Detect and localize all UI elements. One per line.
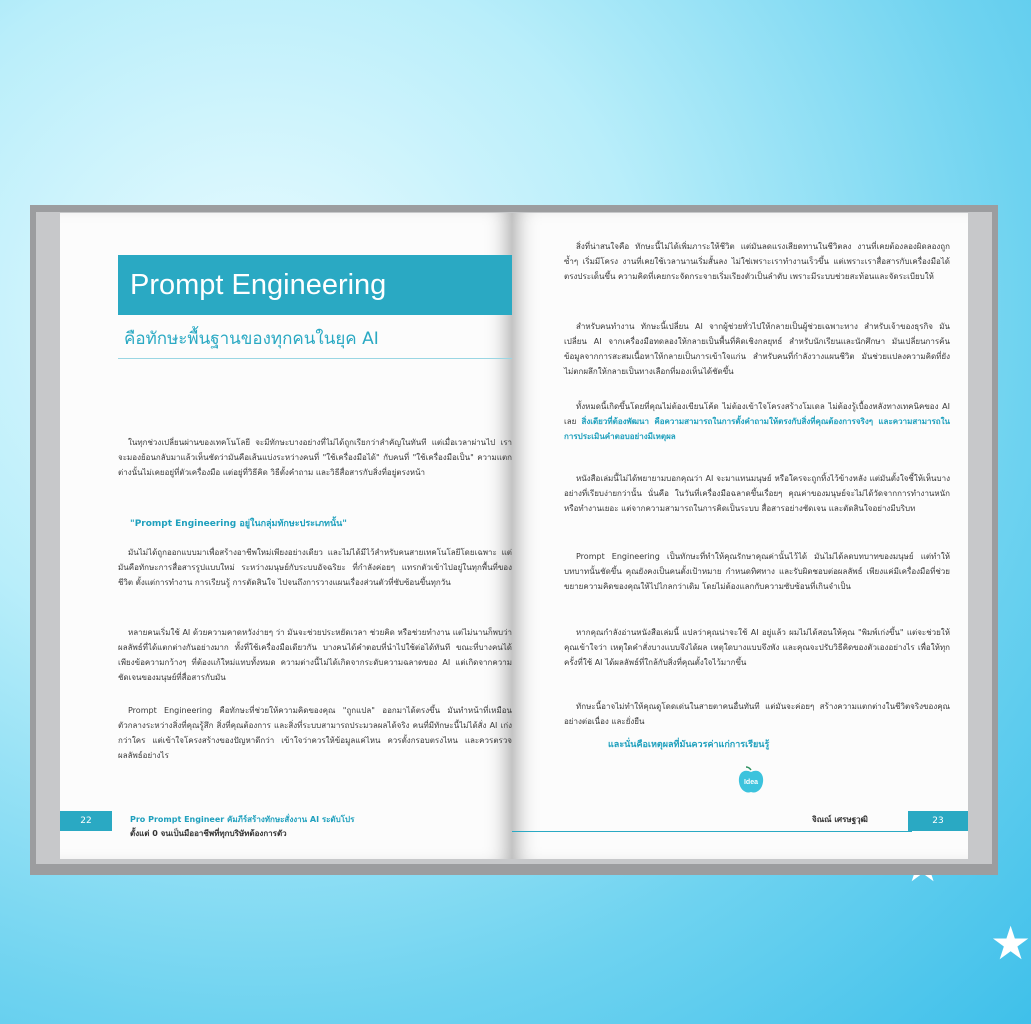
chapter-title-banner: Prompt Engineering <box>118 255 512 315</box>
paragraph: หลายคนเริ่มใช้ AI ด้วยความคาดหวังง่ายๆ ว่า มันจะช่วยประหยัดเวลา ช่วยคิด หรือช่วยทำงาน แต่ไม่นานก็พบว่า ผลลัพธ์ที่ได้แตกต่างกันอย่างมาก ทั้งที่ใช้เครื่องมือเดียวกัน บางคนได้คำตอบที่นำไปใช้ต่อได้ทันที ขณะที่บางคนได้เพียงข้อความกว้างๆ ที่ต้องแก้ใหม่แทบทั้งหมด ความต่างนี้ไม่ได้เกิดจากระดับความฉลาดของ AI แต่เกิดจากความชัดเจนของมนุษย์ที่สื่อสารกับมัน <box>118 628 512 682</box>
paragraph-text: ทั้งหมดนี้เกิดขึ้นโดยที่คุณไม่ต้องเขียนโค้ด ไม่ต้องเข้าใจโครงสร้างโมเดล ไม่ต้องรู้เบื้องหลังทางเทคนิคของ AI เลย <box>564 402 950 426</box>
highlighted-text: สิ่งเดียวที่ต้องพัฒนา คือความสามารถในการตั้งคำถามให้ตรงกับสิ่งที่คุณต้องการจริงๆ และความสามารถในการประเมินคำตอบอย่างมีเหตุผล <box>564 417 951 441</box>
paragraph: ทักษะนี้อาจไม่ทำให้คุณดูโดดเด่นในสายตาคนอื่นทันที แต่มันจะค่อยๆ สร้างความแตกต่างในชีวิตจริงของคุณ อย่างต่อเนื่อง และยั่งยืน <box>564 702 950 726</box>
idea-label: Idea <box>743 779 759 786</box>
paragraph: หนังสือเล่มนี้ไม่ได้พยายามบอกคุณว่า AI จะมาแทนมนุษย์ หรือใครจะถูกทิ้งไว้ข้างหลัง แต่มันตั้งใจชี้ให้เห็นบางอย่างที่เรียบง่ายกว่านั้น นั่นคือ ในวันที่เครื่องมือฉลาดขึ้นเรื่อยๆ คุณค่าของมนุษย์จะไม่ได้วัดจากการทำงานหนักหรือทำงานเยอะ แต่จากความสามารถในการคิดเป็นระบบ สื่อสารอย่างชัดเจน และตัดสินใจอย่างมีบริบท <box>564 474 950 513</box>
paragraph: สำหรับคนทำงาน ทักษะนี้เปลี่ยน AI จากผู้ช่วยทั่วไปให้กลายเป็นผู้ช่วยเฉพาะทาง สำหรับเจ้าของธุรกิจ มันเปลี่ยน AI จากเครื่องมือทดลองให้กลายเป็นพื้นที่คิดเชิงกลยุทธ์ สำหรับนักเรียนและนักศึกษา มันเปลี่ยนการค้นข้อมูลจากการสะสมเนื้อหาให้กลายเป็นการเข้าใจแก่น สำหรับคนที่กำลังวางแผนชีวิต มันช่วยแปลงความคิดที่ยังไม่ตกผลึกให้กลายเป็นทางเลือกที่มองเห็นได้ชัดขึ้น <box>564 322 950 376</box>
page-number: 23 <box>908 811 968 831</box>
paragraph: ในทุกช่วงเปลี่ยนผ่านของเทคโนโลยี จะมีทักษะบางอย่างที่ไม่ได้ถูกเรียกว่าสำคัญในทันที แต่เมื่อเวลาผ่านไป เราจะมองย้อนกลับมาแล้วเห็นชัดว่ามันคือเส้นแบ่งระหว่างคนที่ "ใช้เครื่องมือได้" กับคนที่ "ใช้เครื่องมือเป็น" ความแตกต่างนั้นไม่เคยอยู่ที่ตัวเครื่องมือ แต่อยู่ที่วิธีคิด วิธีตั้งคำถาม และวิธีสื่อสารกับสิ่งที่อยู่ตรงหน้า <box>118 438 512 477</box>
paragraph: หากคุณกำลังอ่านหนังสือเล่มนี้ แปลว่าคุณน่าจะใช้ AI อยู่แล้ว ผมไม่ได้สอนให้คุณ "พิมพ์เก่งขึ้น" แต่จะช่วยให้คุณเข้าใจว่า เหตุใดคำสั่งบางแบบจึงได้ผล เหตุใดบางแบบจึงพัง และคุณจะปรับวิธีคิดของตัวเองอย่างไร เพื่อให้ทุกครั้งที่ใช้ AI ได้ผลลัพธ์ที่ใกล้กับสิ่งที่คุณตั้งใจไว้มากขึ้น <box>564 628 950 667</box>
footer-rule <box>512 831 912 832</box>
paragraph <box>564 399 950 444</box>
chapter-subtitle: คือทักษะพื้นฐานของทุกคนในยุค AI <box>124 329 379 349</box>
idea-apple-icon <box>738 765 764 795</box>
paragraph: มันไม่ได้ถูกออกแบบมาเพื่อสร้างอาชีพใหม่เพียงอย่างเดียว และไม่ได้มีไว้สำหรับคนสายเทคโนโลยีโดยเฉพาะ แต่มันคือทักษะการสื่อสารรูปแบบใหม่ ระหว่างมนุษย์กับระบบอัจฉริยะ ที่กำลังค่อยๆ แทรกตัวเข้าไปอยู่ในทุกพื้นที่ของชีวิต ตั้งแต่การทำงาน การเรียนรู้ การตัดสินใจ ไปจนถึงการวางแผนเรื่องส่วนตัวที่ซับซ้อนขึ้นทุกวัน <box>118 548 512 587</box>
subtitle-rule <box>118 358 512 359</box>
footer-book-subtitle: ตั้งแต่ 0 จนเป็นมืออาชีพที่ทุกบริษัทต้องการตัว <box>130 829 287 838</box>
closing-line: และนั่นคือเหตุผลที่มันควรค่าแก่การเรียนรู้ <box>608 740 770 750</box>
left-page <box>60 213 512 859</box>
star-icon: ★ <box>990 916 1031 970</box>
paragraph: Prompt Engineering เป็นทักษะที่ทำให้คุณรักษาคุณค่านั้นไว้ได้ มันไม่ได้ลดบทบาทของมนุษย์ แต่ทำให้บทบาทนั้นชัดขึ้น คุณยังคงเป็นคนตั้งเป้าหมาย กำหนดทิศทาง และรับผิดชอบต่อผลลัพธ์ เพียงแค่มีเครื่องมือที่ช่วยขยายความคิดของคุณให้ไปไกลกว่าเดิม โดยไม่ต้องแลกกับความซับซ้อนที่เกินจำเป็น <box>564 552 950 591</box>
right-page <box>512 213 968 859</box>
paragraph: สิ่งที่น่าสนใจคือ ทักษะนี้ไม่ได้เพิ่มภาระให้ชีวิต แต่มันลดแรงเสียดทานในชีวิตลง งานที่เคยต้องลองผิดลองถูกซ้ำๆ เริ่มมีโครง งานที่เคยใช้เวลานานเริ่มสั้นลง ไม่ใช่เพราะเราทำงานเร็วขึ้น แต่เพราะเราสื่อสารกับเครื่องมือได้ตรงประเด็นขึ้น ความคิดที่เคยกระจัดกระจายเริ่มเรียงตัวเป็นลำดับ เพราะมีระบบช่วยสะท้อนและจัดระเบียบให้ <box>564 242 950 281</box>
pull-quote: "Prompt Engineering อยู่ในกลุ่มทักษะประเภทนั้น" <box>130 519 347 529</box>
footer-book-title: Pro Prompt Engineer คัมภีร์สร้างทักษะสั่งงาน AI ระดับโปร <box>130 815 355 824</box>
paragraph: Prompt Engineering คือทักษะที่ช่วยให้ความคิดของคุณ "ถูกแปล" ออกมาได้ตรงขึ้น มันทำหน้าที่เหมือนตัวกลางระหว่างสิ่งที่คุณรู้สึก สิ่งที่คุณต้องการ และสิ่งที่ระบบสามารถประมวลผลได้จริง คนที่มีทักษะนี้ไม่ได้สั่ง AI เก่งกว่าใคร แต่เข้าใจโครงสร้างของปัญหาดีกว่า เข้าใจว่าควรให้ข้อมูลแค่ไหน ควรตั้งกรอบตรงไหน และควรตรวจผลลัพธ์อย่างไร <box>118 706 512 760</box>
footer-author: จิณณ์ เศรษฐวุฒิ <box>812 815 868 824</box>
page-number: 22 <box>60 811 112 831</box>
